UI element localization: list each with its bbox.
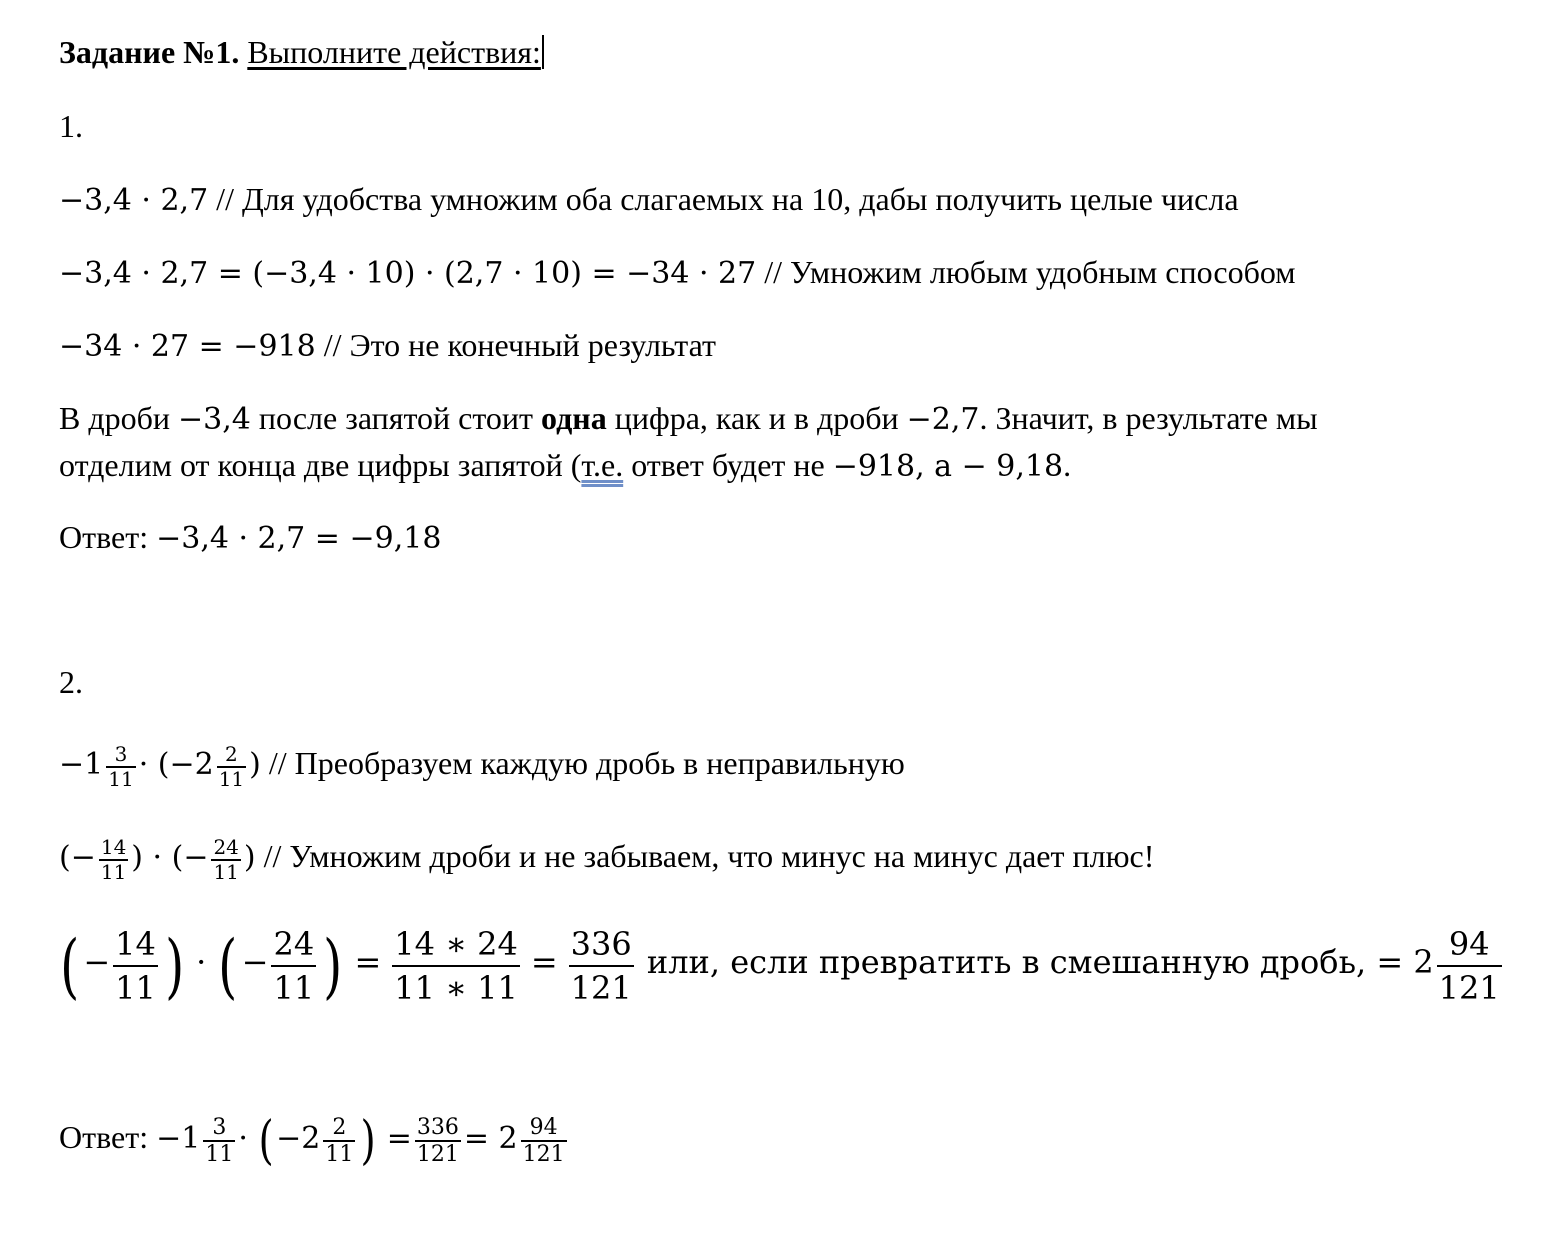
fraction [106, 743, 135, 791]
text-run: . [1063, 447, 1072, 483]
math-run: −2,7 [906, 402, 980, 437]
math-run: = [354, 943, 382, 981]
text-run: . Значит, в результате мы [979, 400, 1318, 436]
task2-answer [59, 1102, 570, 1174]
fraction [271, 923, 316, 1009]
denominator: 121 [570, 968, 632, 1007]
task1-line1-math: −3,4 · 2,7 [59, 183, 209, 218]
math-run: ) · (− [131, 840, 209, 875]
denominator: 11 ∗ 11 [394, 968, 518, 1007]
paren-right: ) [323, 924, 343, 1007]
task1-line1 [59, 179, 1239, 221]
answer-label: Ответ: [59, 1119, 157, 1155]
denominator: 11 [100, 859, 127, 884]
fraction [415, 1115, 461, 1167]
fraction [392, 923, 520, 1009]
math-run: = 2 [463, 1121, 518, 1156]
text-run: после запятой стоит [250, 400, 542, 436]
text-run: цифра, как и в дроби [606, 400, 907, 436]
fraction [569, 923, 634, 1009]
numerator: 3 [106, 743, 135, 768]
answer-label: Ответ: [59, 519, 157, 555]
math-run: · [196, 943, 207, 981]
text-run: В дроби [59, 400, 179, 436]
numerator: 14 [100, 834, 127, 859]
math-run: ) [249, 747, 261, 782]
math-run: · (−2 [138, 747, 214, 782]
fraction [323, 1115, 355, 1167]
task-instruction: Выполните действия: [247, 34, 541, 70]
task1-line2-comment: // Умножим любым удобным способом [756, 254, 1296, 290]
answer-math: −3,4 · 2,7 = −9,18 [156, 521, 442, 556]
denominator: 11 [108, 766, 134, 791]
math-run: −1 [59, 747, 104, 782]
denominator: 121 [1438, 968, 1500, 1007]
numerator: 94 [521, 1115, 567, 1142]
numerator: 2 [217, 743, 246, 768]
numerator: 14 [113, 923, 158, 967]
task-title: Задание №1. [59, 34, 240, 70]
denominator: 11 [273, 968, 315, 1007]
denominator: 11 [205, 1141, 234, 1167]
numerator: 24 [213, 834, 239, 859]
math-run: − [83, 943, 111, 981]
fraction [217, 743, 246, 791]
math-run: −2 [276, 1121, 321, 1156]
fraction [211, 836, 240, 884]
fraction [203, 1115, 235, 1167]
denominator: 11 [218, 766, 245, 791]
bold-word: одна [541, 400, 607, 436]
numerator: 24 [271, 923, 316, 967]
denominator: 121 [522, 1141, 565, 1167]
task1-line2 [59, 252, 1296, 294]
task1-explanation-line2 [59, 445, 1071, 487]
math-run: = [386, 1121, 412, 1156]
task1-answer [59, 517, 441, 559]
abbreviation: т.е. [581, 447, 624, 483]
math-run: = [530, 943, 558, 981]
numerator: 2 [323, 1115, 355, 1142]
task2-line1-comment: // Преобразуем каждую дробь в неправильную [260, 745, 905, 781]
math-run: (− [59, 840, 96, 875]
fraction [113, 923, 158, 1009]
text-run: ответ будет не [623, 447, 833, 483]
numerator: 336 [569, 923, 634, 967]
paren-left: ( [258, 1110, 274, 1171]
math-run: −1 [156, 1121, 201, 1156]
math-run: · [238, 1121, 248, 1156]
paren-left: ( [218, 924, 238, 1007]
task1-line3 [59, 325, 716, 367]
fraction [1437, 923, 1502, 1009]
task1-line3-comment: // Это не конечный результат [315, 327, 717, 363]
task1-number: 1. [59, 108, 83, 144]
denominator: 121 [416, 1141, 459, 1167]
task1-line1-comment: // Для удобства умножим оба слагаемых на 10, дабы получить целые числа [208, 181, 1239, 217]
task1-explanation-line1 [59, 398, 1318, 440]
math-run: − [241, 943, 269, 981]
fraction [99, 836, 128, 884]
task2-line3 [56, 915, 1505, 1009]
task-header [59, 32, 544, 72]
numerator: 336 [416, 1114, 459, 1140]
denominator: 11 [325, 1141, 354, 1167]
denominator: 11 [115, 968, 156, 1007]
text-cursor [542, 35, 544, 69]
paren-left: ( [60, 924, 80, 1007]
math-run: −3,4 [178, 402, 251, 437]
math-run: ) [243, 840, 256, 875]
numerator: 3 [203, 1115, 235, 1142]
task2-line1 [59, 733, 905, 795]
task2-line3-comment: или, если превратить в смешанную дробь, = 2 [636, 943, 1434, 981]
fraction [521, 1115, 567, 1167]
task1-line3-math: −34 · 27 = −918 [59, 329, 316, 364]
numerator: 14 ∗ 24 [392, 923, 520, 967]
task2-number: 2. [59, 664, 83, 700]
denominator: 11 [213, 859, 239, 884]
task2-line2-comment: // Умножим дроби и не забываем, что минус на минус дает плюс! [255, 838, 1155, 874]
task1-line2-math: −3,4 · 2,7 = (−3,4 · 10) · (2,7 · 10) = −34 · 27 [59, 256, 757, 291]
math-run: −918, а − 9,18 [832, 449, 1064, 484]
numerator: 94 [1437, 923, 1502, 967]
paren-right: ) [164, 924, 185, 1007]
text-run: отделим от конца две цифры запятой ( [59, 447, 582, 483]
paren-right: ) [360, 1110, 377, 1171]
task2-line2 [59, 826, 1154, 888]
